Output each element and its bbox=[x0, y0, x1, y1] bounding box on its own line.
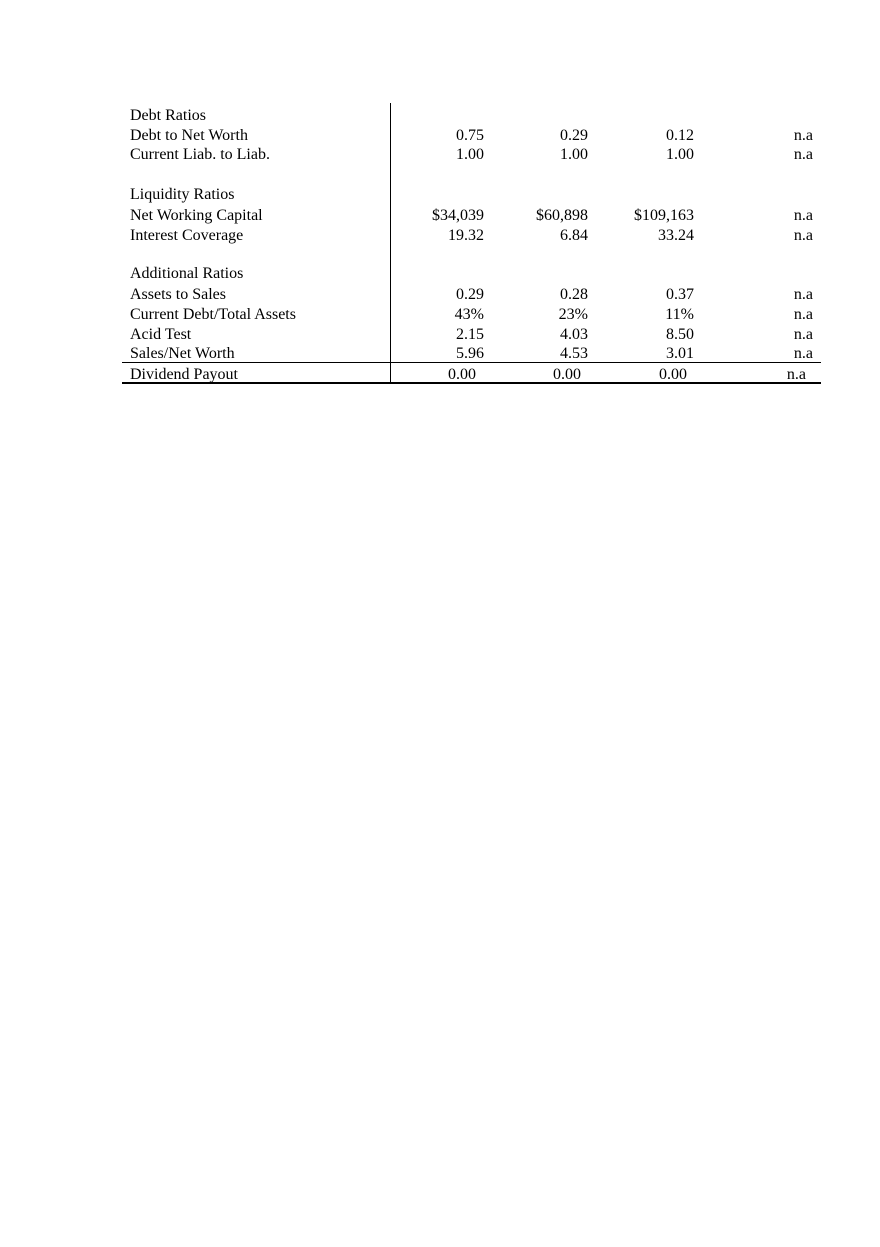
table-cell: 1.00 bbox=[456, 146, 484, 163]
table-cell: 11% bbox=[665, 306, 694, 323]
ratio-table bbox=[0, 0, 880, 400]
row-label-acid-test: Acid Test bbox=[130, 326, 192, 343]
section-heading-debt-ratios: Debt Ratios bbox=[130, 107, 206, 124]
table-cell: 0.75 bbox=[456, 127, 484, 144]
table-cell: 0.00 bbox=[448, 366, 476, 383]
table-cell: $60,898 bbox=[536, 207, 588, 224]
row-label-assets-to-sales: Assets to Sales bbox=[130, 286, 226, 303]
table-cell: $34,039 bbox=[432, 207, 484, 224]
row-label-dividend-payout: Dividend Payout bbox=[130, 366, 238, 383]
table-cell: n.a bbox=[793, 306, 813, 323]
table-cell: n.a bbox=[793, 146, 813, 163]
table-cell: 0.00 bbox=[659, 366, 687, 383]
table-cell: 23% bbox=[558, 306, 588, 323]
table-cell: n.a bbox=[793, 345, 813, 362]
table-cell: 1.00 bbox=[666, 146, 694, 163]
table-cell: $109,163 bbox=[634, 207, 694, 224]
table-cell: 19.32 bbox=[448, 227, 484, 244]
table-cell: n.a bbox=[793, 127, 813, 144]
table-cell: n.a bbox=[793, 326, 813, 343]
table-cell: n.a bbox=[793, 207, 813, 224]
table-cell: 8.50 bbox=[666, 326, 694, 343]
table-cell: n.a bbox=[793, 227, 813, 244]
section-heading-liquidity-ratios: Liquidity Ratios bbox=[130, 186, 235, 203]
row-label-net-working-capital: Net Working Capital bbox=[130, 207, 263, 224]
table-cell: 4.03 bbox=[560, 326, 588, 343]
table-cell: 6.84 bbox=[560, 227, 588, 244]
table-cell: 0.29 bbox=[456, 286, 484, 303]
table-cell: 4.53 bbox=[560, 345, 588, 362]
table-cell: 0.12 bbox=[666, 127, 694, 144]
table-cell: 0.29 bbox=[560, 127, 588, 144]
row-label-sales-net-worth: Sales/Net Worth bbox=[130, 345, 235, 362]
table-cell: 1.00 bbox=[560, 146, 588, 163]
table-cell: 0.28 bbox=[560, 286, 588, 303]
row-label-current-debt-total-assets: Current Debt/Total Assets bbox=[130, 306, 296, 323]
table-cell: 2.15 bbox=[456, 326, 484, 343]
table-cell: 33.24 bbox=[658, 227, 694, 244]
table-cell: 0.37 bbox=[666, 286, 694, 303]
section-heading-additional-ratios: Additional Ratios bbox=[130, 265, 244, 282]
column-divider bbox=[390, 103, 391, 384]
table-cell: 5.96 bbox=[456, 345, 484, 362]
row-label-interest-coverage: Interest Coverage bbox=[130, 227, 244, 244]
table-cell: 43% bbox=[454, 306, 484, 323]
table-cell: 0.00 bbox=[553, 366, 581, 383]
table-cell: n.a bbox=[793, 286, 813, 303]
row-label-debt-to-net-worth: Debt to Net Worth bbox=[130, 127, 248, 144]
table-cell: 3.01 bbox=[666, 345, 694, 362]
row-label-current-liab-to-liab: Current Liab. to Liab. bbox=[130, 146, 270, 163]
table-cell: n.a bbox=[786, 366, 806, 383]
